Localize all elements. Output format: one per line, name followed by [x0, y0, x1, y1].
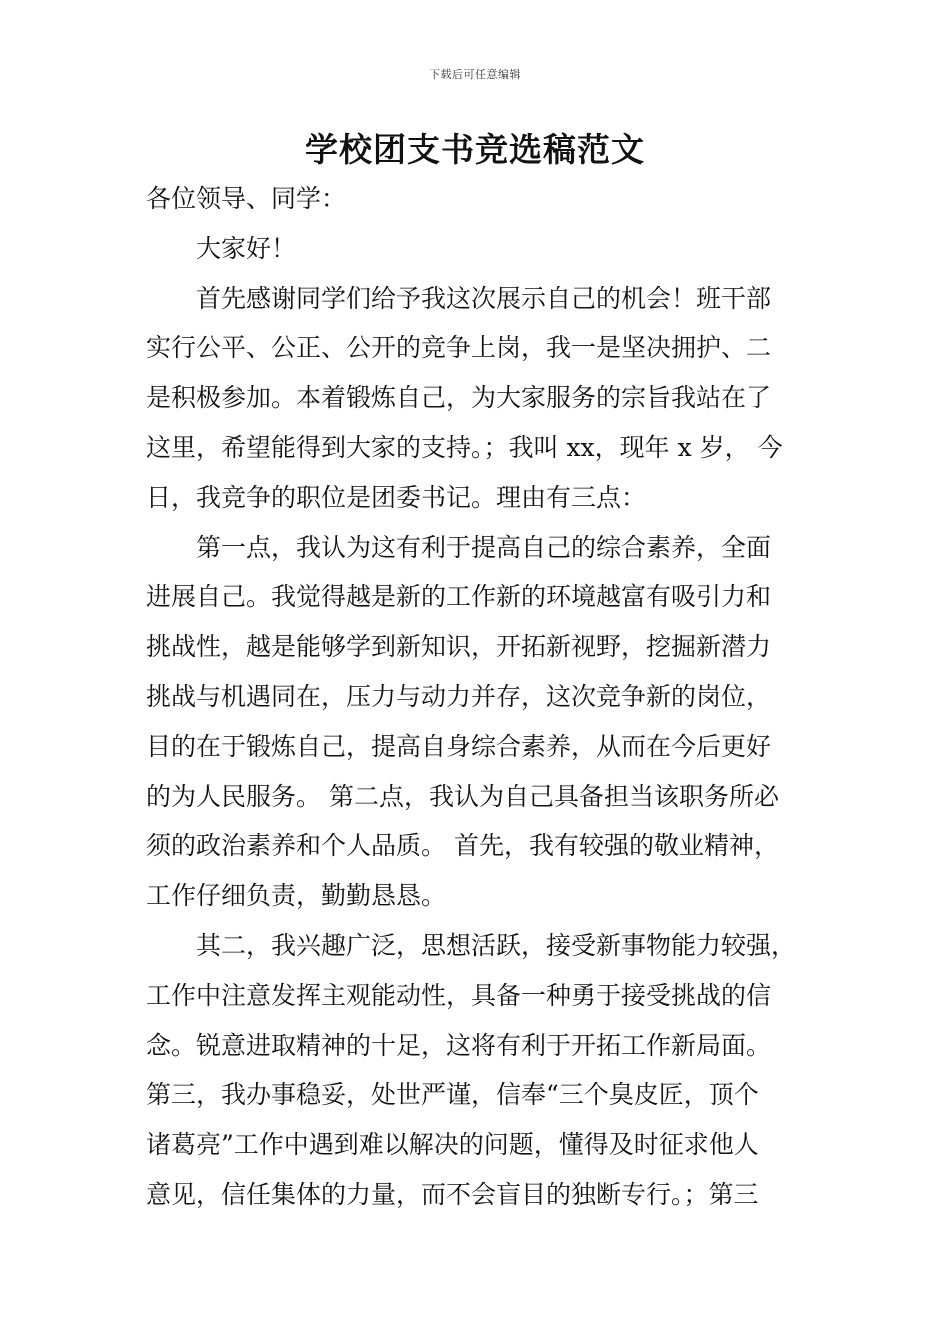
- document-title: 学校团支书竞选稿范文: [305, 130, 645, 169]
- body-line: 第三，我办事稳妥，处世严谨，信奉“三个臭皮匠，顶个: [146, 1080, 759, 1110]
- body-line: 其二，我兴趣广泛，思想活跃，接受新事物能力较强，: [196, 930, 797, 960]
- body-line: 大家好！: [196, 233, 297, 263]
- body-line: 第一点，我认为这有利于提高自己的综合素养，全面: [196, 532, 772, 562]
- body-line: 工作仔细负责，勤勤恳恳。: [146, 881, 447, 911]
- body-line: 诸葛亮”工作中遇到难以解决的问题，懂得及时征求他人: [146, 1130, 759, 1160]
- body-line: 意见，信任集体的力量，而不会盲目的独断专行。；第三: [146, 1179, 759, 1209]
- document-body: [146, 174, 826, 1220]
- body-line: 首先感谢同学们给予我这次展示自己的机会！班干部: [196, 283, 772, 313]
- body-line: 日，我竞争的职位是团委书记。理由有三点：: [146, 482, 647, 512]
- body-line: 各位领导、同学：: [146, 184, 347, 213]
- body-line: 这里，希望能得到大家的支持。；我叫 xx，现年 x 岁， 今: [146, 432, 783, 462]
- body-line: 须的政治素养和个人品质。 首先，我有较强的敬业精神，: [146, 831, 779, 861]
- body-line: 挑战与机遇同在，压力与动力并存，这次竞争新的岗位，: [146, 681, 772, 711]
- body-line: 挑战性，越是能够学到新知识，开拓新视野，挖掘新潜力: [146, 632, 772, 662]
- body-line: 念。锐意进取精神的十足，这将有利于开拓工作新局面。: [146, 1030, 772, 1060]
- body-line: 目的在于锻炼自己，提高自身综合素养，从而在今后更好: [146, 731, 772, 761]
- body-line: 的为人民服务。 第二点，我认为自己具备担当该职务所必: [146, 781, 779, 811]
- body-line: 工作中注意发挥主观能动性，具备一种勇于接受挑战的信: [146, 980, 772, 1010]
- body-line: 是积极参加。本着锻炼自己，为大家服务的宗旨我站在了: [146, 383, 772, 413]
- header-note: 下载后可任意编辑: [429, 68, 521, 81]
- body-line: 实行公平、公正、公开的竞争上岗，我一是坚决拥护、二: [146, 333, 772, 363]
- body-line: 进展自己。我觉得越是新的工作新的环境越富有吸引力和: [146, 582, 772, 612]
